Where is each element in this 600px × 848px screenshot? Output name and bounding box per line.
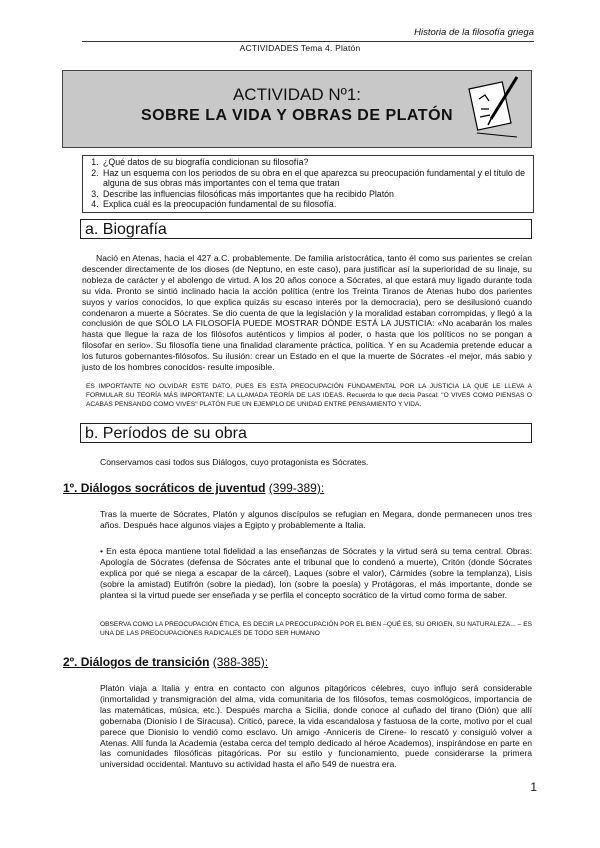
question-item: 1. ¿Qué datos de su biografía condicionan su filosofía? [101,157,533,168]
transicion-years: (388-385): [212,655,269,669]
biografia-paragraph: Nació en Atenas, hacia el 427 a.C. probablemente. De familia aristocrática, tanto él como sus parientes se creían descender directamente de los dioses (de Neptuno, en este caso), para justificar así la superioridad de su linaje, su nobleza de carácter y el abolengo de virtud. A los 20 años conoce a Sócrates, al que estará muy ligado durante toda su vida. Pronto se sintió inclinado hacia la acción política (entre los Treinta Tiranos de Atenas hubo dos parientes suyos y varios conocidos, lo que explica quizás su escaso interés por la democracia), pero se desilusionó cuando condenaron a muerte a Sócrates. Se dio cuenta de que la legislación y la moralidad estaban corrompidas, y llegó a la conclusión de que SÓLO LA FILOSOFÍA PUEDE MOSTRAR DÓNDE ESTÁ LA JUSTICIA: «No acabarán los males hasta que llegue la raza de los filósofos auténticos y limpios al poder, o hasta que los políticos no se pongan a filosofar en serio». Su filosofía tiene una finalidad claramente práctica, política. Y en su Academia pretende educar a los futuros gobernantes-filósofos. Su ilusión: crear un Estado en el que la muerte de Sócrates -el mejor, más sabio y justo de los hombres conocidos- resulte imposible. [82,253,532,373]
page-number: 1 [530,780,537,794]
juventud-paragraph-1: Tras la muerte de Sócrates, Platón y algunos discípulos se refugian en Megara, donde permanecen unos tres años. Después hace algunos viajes a Egipto y probablemente a Italia. [100,509,532,530]
transicion-label: 2º. Diálogos de transición [63,655,210,669]
header-rule [82,41,534,42]
subheading-juventud [63,481,324,495]
biografia-note: ES IMPORTANTE NO OLVIDAR ESTE DATO, PUES ES ESTA PREOCUPACIÓN FUNDAMENTAL POR LA JUSTICIA LA QUE LE LLEVA A FORMULAR SU TEORÍA MÁS IMPORTANTE: LA LLAMADA TEORÍA DE LAS IDEAS. Recuerda lo que decía Pascal: "O VIVES COMO PIENSAS O ACABAS PENSANDO COMO VIVES" PLATÓN FUE UN EJEMPLO DE UNIDAD ENTRE PENSAMIENTO Y VIDA. [86,383,532,408]
question-item: 2. Haz un esquema con los periodos de su obra en el que aparezca su preocupación fundamental y el título de alguna de sus obras más importantes con el tema que tratan [101,168,533,189]
activity-title: SOBRE LA VIDA Y OBRAS DE PLATÓN [140,107,454,124]
question-item: 3. Describe las influencias filosóficas más importantes que ha recibido Platón [101,189,533,200]
section-heading-periodos: b. Períodos de su obra [80,423,532,443]
juventud-label: 1º. Diálogos socráticos de juventud [63,481,266,495]
question-item: 4. Explica cuál es la preocupación fundamental de su filosofía. [101,199,533,210]
juventud-paragraph-2: • En esta época mantiene total fidelidad a las enseñanzas de Sócrates y la virtud será su tema central. Obras: Apología de Sócrates (defensa de Sócrates ante el tribunal que lo condenó a muerte), Critón (donde Sócrates explica por qué se niega a escapar de la cárcel), Laques (sobre el valor), Cármides (sobre la templanza), Lisis (sobre la amistad) Eutifrón (sobre la piedad), Ion (sobre la poesía) y Protágoras, el más importante, donde se plantea si la virtud puede ser enseñada y se perfila el concepto socrático de la virtud como forma de saber. [100,546,532,600]
section-heading-biografia: a. Biografía [80,219,532,239]
question-list [82,155,534,213]
transicion-paragraph: Platón viaja a Italia y entra en contacto con algunos pitagóricos célebres, cuyo influjo será considerable (inmortalidad y transmigración del alma, vida comunitaria de los filósofos, temas cosmológicos, importancia de las matemáticas, música, etc.). Después marcha a Sicilia, donde conoce al cuñado del tirano (Dión) que allí gobernaba (Dionisio I de Siracusa). Criticó, parece, la vida escandalosa y fastuosa de la corte, motivo por el cual parece que Dionisio lo vendió como esclavo. Un amigo -Anniceris de Cirene- lo rescató y consiguió volver a Atenas. Allí funda la Academia (estaba cerca del templo dedicado al héroe Academos), inspirándose en parte en las comunidades filosóficas pitagóricas. Por su estilo y funcionamiento, puede considerarse la primera universidad occidental. Mantuvo su actividad hasta el año 549 de nuestra era. [100,683,532,770]
juventud-years: (399-389): [268,481,325,495]
subheading-transicion [63,655,268,669]
running-header-title: Historia de la filosofía griega [414,27,534,38]
activity-number: ACTIVIDAD Nº1: [232,85,362,104]
juventud-note: OBSERVA COMO LA PREOCUPACIÓN ÉTICA, ES DECIR LA PREOCUPACIÓN POR EL BIEN –QUÉ ES, SU ORIGEN, SU NATURALEZA... – ES UNA DE LAS PREOCUPACIONES RADICALES DE TODO SER HUMANO [100,621,532,637]
pencil-writing-icon [467,75,523,141]
periodos-intro: Conservamos casi todos sus Diálogos, cuyo protagonista es Sócrates. [100,457,369,467]
title-box [62,70,532,148]
subheader: ACTIVIDADES Tema 4. Platón [239,43,361,53]
